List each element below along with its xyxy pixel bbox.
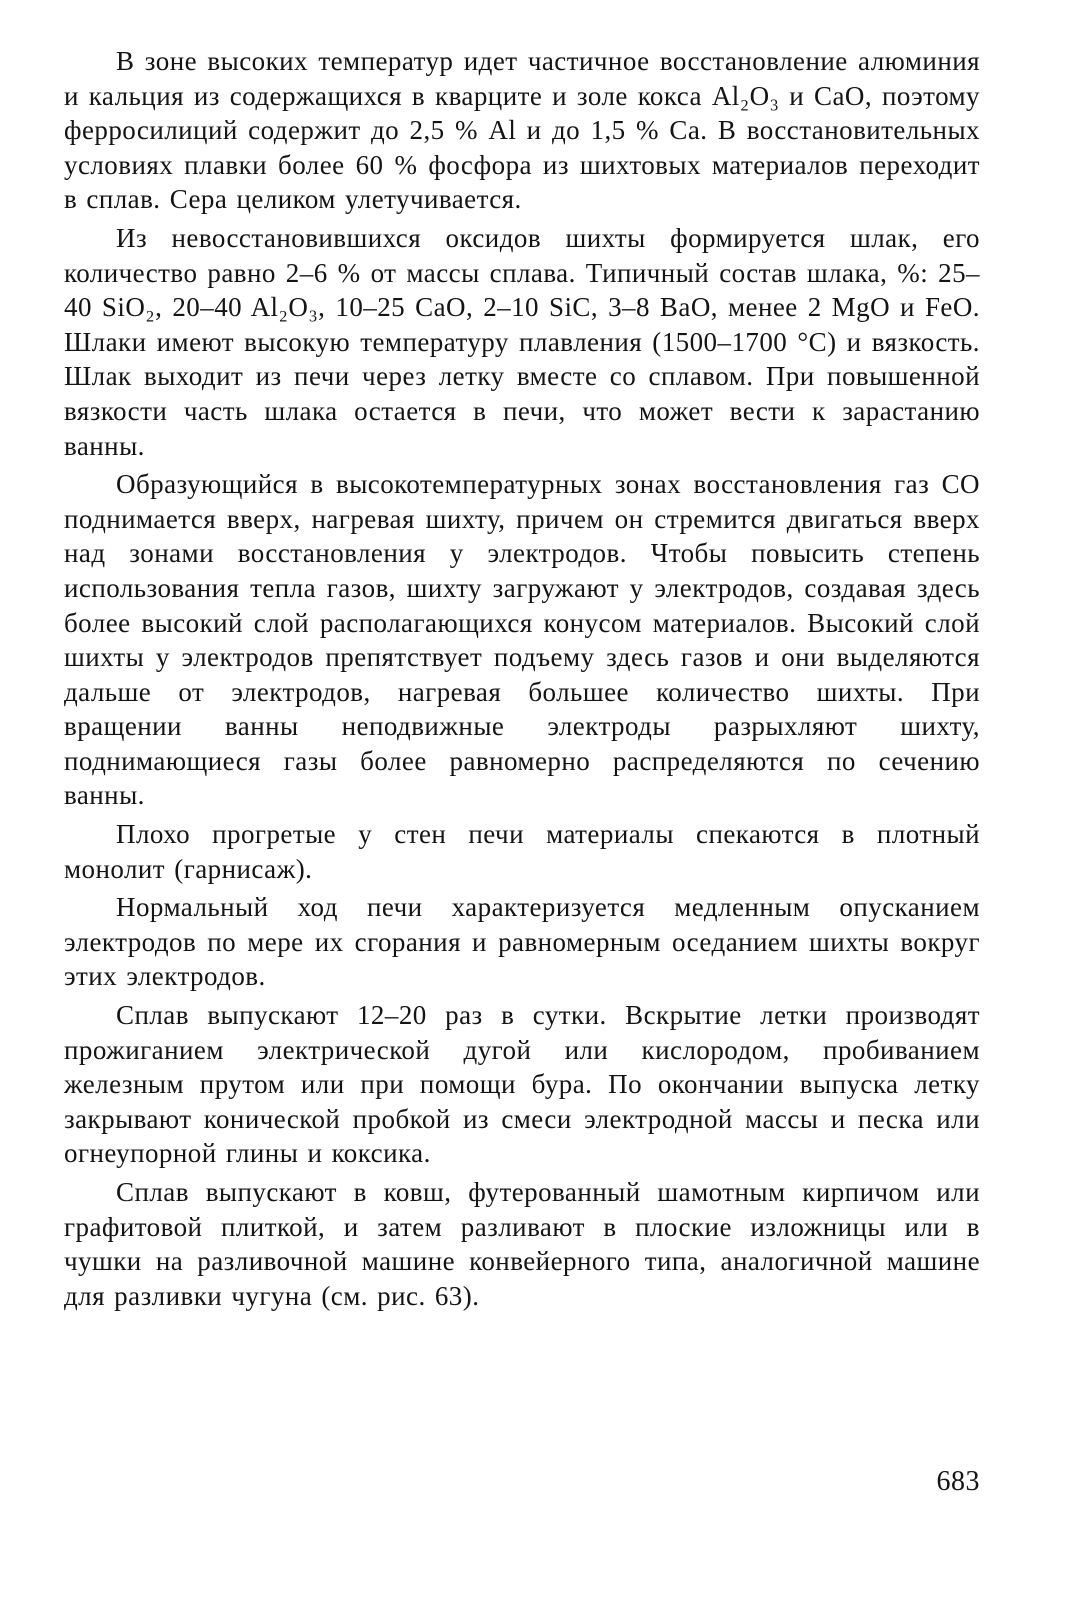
paragraph-6: Сплав выпускают 12–20 раз в сутки. Вскрытие летки производят прожиганием электрической дугой или кислородом, пробиванием железным прутом или при помощи бура. По окончании выпуска летку закрывают конической пробкой из смеси электродной массы и песка или огнеупорной глины и коксика. [64, 1000, 980, 1169]
paragraph-5: Нормальный ход печи характеризуется медленным опусканием электродов по мере их сгорания и равномерным оседанием шихты вокруг этих электродов. [64, 892, 980, 992]
paragraph-3: Образующийся в высокотемпературных зонах восстановления газ CO поднимается вверх, нагревая шихту, причем он стремится двигаться вверх над зонами восстановления у электродов. Чтобы повысить степень использования тепла газов, шихту загружают у электродов, создавая здесь более высокий слой располагающихся конусом материалов. Высокий слой шихты у электродов препятствует подъему здесь газов и они выделяются дальше от электродов, нагревая большее количество шихты. При вращении ванны неподвижные электроды разрыхляют шихту, поднимающиеся газы более равномерно распределяются по сечению ванны. [64, 469, 980, 811]
paragraph-1: В зоне высоких температур идет частичное восстановление алюминия и кальция из содержащихся в кварците и золе кокса Al₂O₃ и CaO, поэтому ферросилиций содержит до 2,5 % Al и до 1,5 % Ca. В восстановительных условиях плавки более 60 % фосфора из шихтовых материалов переходит в сплав. Сера целиком улетучивается. [64, 46, 980, 215]
paragraph-7: Сплав выпускают в ковш, футерованный шамотным кирпичом или графитовой плиткой, и затем разливают в плоские изложницы или в чушки на разливочной машине конвейерного типа, аналогичной машине для разливки чугуна (см. рис. 63). [64, 1177, 980, 1311]
paragraph-4: Плохо прогретые у стен печи материалы спекаются в плотный монолит (гарнисаж). [64, 819, 980, 884]
page-number: 683 [936, 1466, 980, 1497]
paragraph-2: Из невосстановившихся оксидов шихты формируется шлак, его количество равно 2–6 % от массы сплава. Типичный состав шлака, %: 25–40 SiO₂, 20–40 Al₂O₃, 10–25 CaO, 2–10 SiC, 3–8 BaO, менее 2 MgO и FeO. Шлаки имеют высокую температуру плавления (1500–1700 °C) и вязкость. Шлак выходит из печи через летку вместе со сплавом. При повышенной вязкости часть шлака остается в печи, что может вести к зарастанию ванны. [64, 222, 980, 461]
document-page [64, 44, 980, 1317]
